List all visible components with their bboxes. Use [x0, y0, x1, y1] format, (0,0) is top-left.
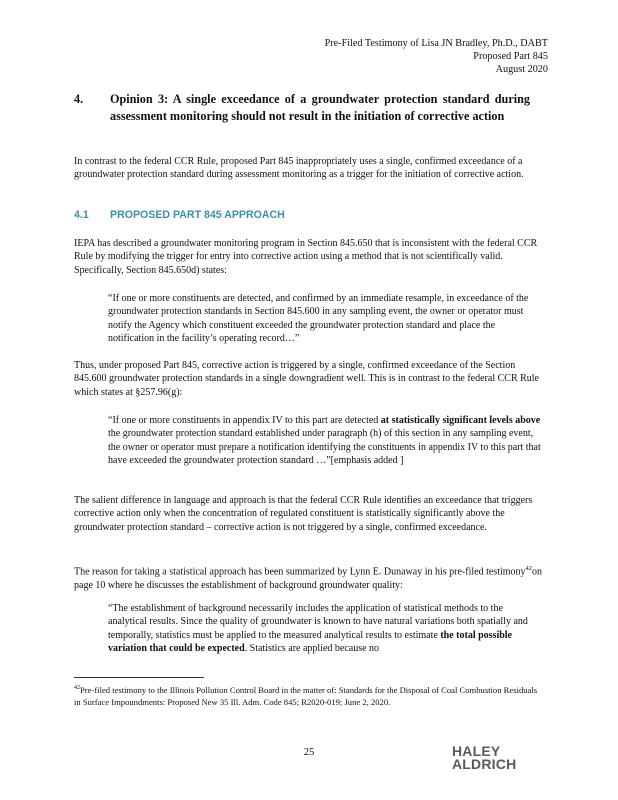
quote3-text-end: . Statistics are applied because no [244, 642, 380, 654]
logo-line-haley: HALEY [452, 743, 501, 759]
reason-text-start: The reason for taking a statistical approach has been summarized by Lynn E. Dunaway in his pre-filed testimony [74, 566, 526, 578]
quote2-emphasis: at statistically significant levels above [380, 415, 541, 426]
subsection-heading [74, 209, 285, 221]
section-title: Opinion 3: A single exceedance of a groundwater protection standard during assessment monitoring should not result in the initiation of corrective action [110, 92, 530, 123]
paragraph-intro: In contrast to the federal CCR Rule, proposed Part 845 inappropriately uses a single, confirmed exceedance of a groundwater protection standard during assessment monitoring as a trigger for the initiation of corrective action. [74, 156, 524, 181]
footnote-ref[interactable]: 42 [525, 565, 533, 572]
footnote-separator [74, 677, 204, 678]
footnote-text: Pre-filed testimony to the Illinois Pollution Control Board in the matter of: Standards for the Disposal of Coal Combustion Residuals in Surface Impoundments: Proposed New 35 Ill. Adm. Code 845; R2020-019; June 2, 2020. [74, 684, 538, 708]
quote3-emphasis: the total possible variation that could be expected [108, 629, 512, 654]
haley-aldrich-logo [452, 745, 516, 771]
header-line-author: Pre-Filed Testimony of Lisa JN Bradley, Ph.D., DABT [324, 38, 548, 49]
paragraph-iepa: IEPA has described a groundwater monitoring program in Section 845.650 that is inconsistent with the federal CCR Rule by modifying the trigger for entry into corrective action using a method that is not scientifically valid. Specifically, Section 845.650d) states: [74, 238, 538, 276]
paragraph-reason [74, 562, 544, 592]
paragraph-thus: Thus, under proposed Part 845, corrective action is triggered by a single, confirmed exceedance of the Section 845.600 groundwater protection standards in a single downgradient well. This is in contrast to the federal CCR Rule which states at §257.96(g): [74, 360, 539, 398]
header-line-proposal: Proposed Part 845 [473, 51, 548, 62]
footnote [74, 682, 544, 709]
logo-line-aldrich: ALDRICH [452, 756, 517, 772]
block-quote-dunaway [108, 602, 542, 655]
footnote-marker: 42 [74, 685, 80, 691]
quote3-text-start: “The establishment of background necessarily includes the application of statistical methods to the analytical results. Since the quality of groundwater is known to have natural variations both spatially and temporally, statistics must be applied to the measured analytical results to estimate [108, 603, 528, 641]
section-number: 4. [74, 92, 84, 106]
subsection-title: PROPOSED PART 845 APPROACH [110, 209, 285, 221]
page-number: 25 [303, 747, 315, 758]
subsection-number: 4.1 [74, 209, 89, 221]
quote2-text-start: “If one or more constituents in appendix IV to this part are detected [108, 415, 381, 426]
reason-text-end: on page 10 where he discusses the establishment of background groundwater quality: [74, 566, 543, 591]
paragraph-salient: The salient difference in language and approach is that the federal CCR Rule identifies an exceedance that triggers corrective action only when the concentration of regulated constituent is statistically significantly above the groundwater protection standard – corrective action is not triggered by a single, confirmed exceedance. [74, 495, 533, 533]
block-quote-257-96 [108, 414, 542, 467]
block-quote-845-650: “If one or more constituents are detected, and confirmed by an immediate resample, in exceedance of the groundwater protection standards in Section 845.600 in any sampling event, the owner or operator must notify the Agency which constituent exceeded the groundwater protection standard and place the notification in the facility’s operating record…” [108, 293, 529, 344]
running-header [325, 37, 548, 76]
header-line-date: August 2020 [495, 64, 548, 75]
quote2-text-end: the groundwater protection standard established under paragraph (h) of this section in any sampling event, the owner or operator must prepare a notification identifying the constituents in appendix IV to this part that have exceeded the groundwater protection standard …”[emphasis added ] [108, 428, 541, 466]
